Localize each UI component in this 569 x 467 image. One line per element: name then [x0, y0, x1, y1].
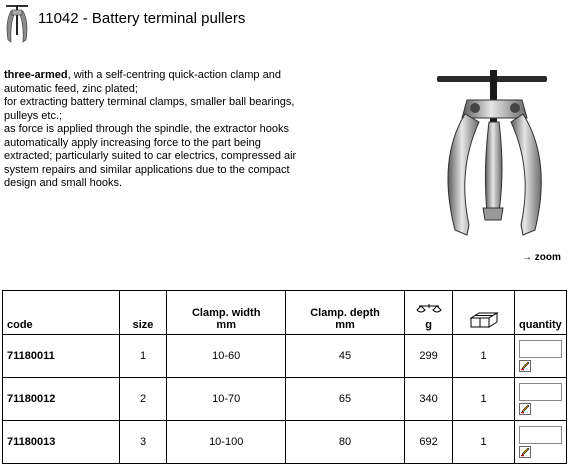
description-line-3: as force is applied through the spindle, the extractor hooks automatically apply increasing force to the part being extracted; particularly suited to car electrics, compressed air system repairs and similar applications due to the compact design and small hooks. [4, 123, 297, 189]
header-package [453, 291, 515, 335]
quantity-input[interactable] [519, 340, 562, 358]
cell-clamp-width: 10-60 [167, 335, 286, 378]
cell-quantity [515, 421, 567, 464]
description-lead: , with a self-centring quick-action clamp and automatic feed, zinc plated; [4, 69, 281, 95]
edit-cart-icon[interactable] [519, 360, 531, 372]
header-quantity: quantity [515, 291, 567, 335]
header-clamp-width [167, 291, 286, 335]
page-title: 11042 - Battery terminal pullers [38, 10, 246, 27]
cell-clamp-depth: 45 [286, 335, 405, 378]
edit-cart-icon[interactable] [519, 403, 531, 415]
product-table [2, 290, 567, 464]
product-description [4, 69, 304, 191]
header-clamp-depth [286, 291, 405, 335]
table-row [3, 378, 567, 421]
table-header-row [3, 291, 567, 335]
cell-size: 3 [119, 421, 167, 464]
header-code: code [3, 291, 120, 335]
cell-clamp-width: 10-70 [167, 378, 286, 421]
cell-quantity [515, 335, 567, 378]
box-icon [469, 311, 499, 329]
zoom-link[interactable]: → zoom [522, 252, 561, 263]
cell-clamp-width: 10-100 [167, 421, 286, 464]
page-header [0, 0, 569, 48]
cell-code: 71180012 [3, 378, 120, 421]
cell-code: 71180011 [3, 335, 120, 378]
header-size: size [119, 291, 167, 335]
cell-pack: 1 [453, 421, 515, 464]
cell-weight: 299 [404, 335, 452, 378]
cell-clamp-depth: 65 [286, 378, 405, 421]
cell-clamp-depth: 80 [286, 421, 405, 464]
product-image[interactable] [427, 70, 562, 245]
cell-size: 2 [119, 378, 167, 421]
header-clamp-width-label: Clamp. width [191, 307, 261, 319]
description-line-2: for extracting battery terminal clamps, smaller ball bearings, pulleys etc.; [4, 96, 295, 122]
cell-weight: 692 [404, 421, 452, 464]
cell-size: 1 [119, 335, 167, 378]
quantity-input[interactable] [519, 426, 562, 444]
header-clamp-width-unit: mm [216, 319, 236, 331]
product-thumbnail [2, 2, 32, 46]
cell-quantity [515, 378, 567, 421]
cell-pack: 1 [453, 378, 515, 421]
cell-weight: 340 [404, 378, 452, 421]
quantity-input[interactable] [519, 383, 562, 401]
table-row [3, 335, 567, 378]
cell-code: 71180013 [3, 421, 120, 464]
cell-pack: 1 [453, 335, 515, 378]
edit-cart-icon[interactable] [519, 446, 531, 458]
table-row [3, 421, 567, 464]
header-clamp-depth-label: Clamp. depth [310, 307, 380, 319]
header-clamp-depth-unit: mm [335, 319, 355, 331]
header-weight [404, 291, 452, 335]
header-weight-unit: g [425, 319, 432, 331]
scale-icon [416, 303, 442, 317]
description-lead-bold: three-armed [4, 69, 68, 81]
